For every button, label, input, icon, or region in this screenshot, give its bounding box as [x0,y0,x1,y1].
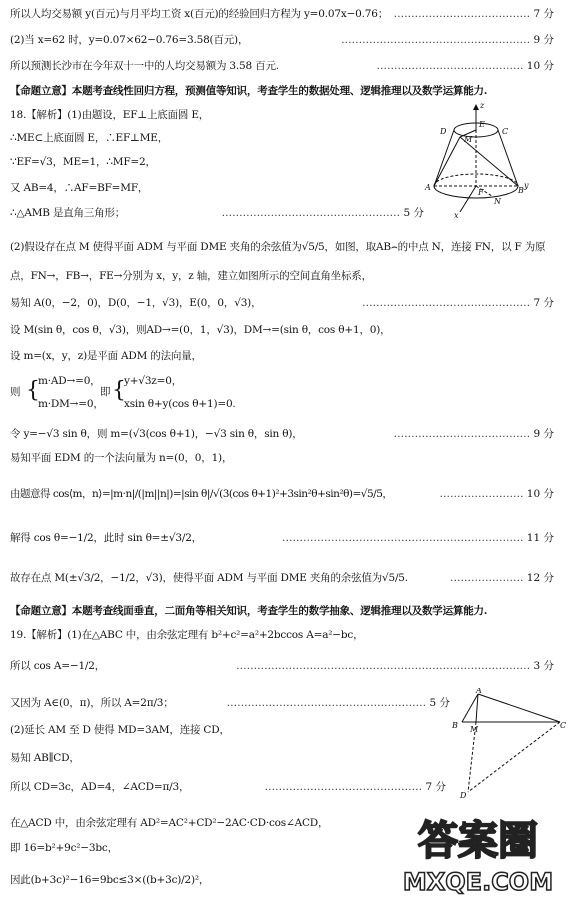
watermark-logo [392,808,564,896]
brace-icon: { [112,378,126,403]
text-line: 所以人均交易额 y(百元)与月平均工资 x(百元)的经验回归方程为 y=0.07x−0.76； [10,8,389,20]
equation-line: m·AD→=0， [38,375,101,387]
fig2-label: A [476,688,482,695]
fig1-label: F [478,188,484,197]
text-line: 18.【解析】(1)由题设，EF⊥上底面圆 E， [10,109,210,121]
fig2-label: B [452,721,458,730]
score-label: ………………………………… 9 分 [393,428,554,440]
equation-line: xsin θ+y(cos θ+1)=0. [124,398,236,410]
text-line: 19.【解析】(1)在△ABC 中，由余弦定理有 b²+c²=a²+2bccos A=a²−bc， [10,629,364,641]
text-line: 所以 cos A=−1/2， [10,660,106,672]
text-line: 在△ACD 中，由余弦定理有 AD²=AC²+CD²−2AC·CD·cos∠ACD， [10,817,329,829]
score-label: …………………………………………… 5 分 [221,207,424,219]
score-label: …………………………………………………………… 11 分 [281,532,554,544]
text-line: 所以预测长沙市在今年双十一中的人均交易额为 3.58 百元. [10,60,279,72]
text-line: (2)当 x=62 时，y=0.07×62−0.76=3.58(百元)， [10,34,249,46]
fig1-label: D [440,127,447,136]
score-label: …………………… 10 分 [439,488,554,500]
text-line: 所以 CD=3c，AD=4，∠ACD=π/3， [10,781,190,793]
text-line: ∵EF=√3，ME=1，∴MF=2， [10,156,156,168]
text-line: 又因为 A∈(0，π)，所以 A=2π/3； [10,697,174,709]
text-line: 点，FN→，FB→，FE→分别为 x，y，z 轴，建立如图所示的空间直角坐标系， [10,270,372,282]
frustum-figure [420,100,532,222]
intent-note: 【命题立意】本题考查线面垂直，二面角等相关知识，考查学生的数学抽象、逻辑推理以及数学运算能力. [10,605,488,617]
text-line: ∴△AMB 是直角三角形； [10,207,126,219]
svg-text:MXQE.COM: MXQE.COM [402,868,554,896]
text-line: 又 AB=4，∴AF=BF=MF， [10,182,149,194]
fig1-label: C [502,127,509,136]
score-label: ………………………………………………………………………… 3 分 [236,660,554,672]
fig1-label: E [479,120,485,129]
svg-text:答案圈: 答案圈 [418,818,538,864]
fig1-label: M [464,135,473,144]
score-label: ………………… 12 分 [449,572,554,584]
fig1-label: z [480,101,485,110]
score-label: ………………………………………………… 5 分 [226,697,450,709]
equation-line: y+√3z=0， [124,375,183,387]
text-line: 由题意得 cos⟨m，n⟩=|m·n|/(|m||n|)=|sin θ|/√(3(cos θ+1)²+3sin²θ+sin²θ)=√5/5， [10,488,393,500]
intent-note: 【命题立意】本题考查线性回归方程，预测值等知识，考查学生的数据处理、逻辑推理以及数学运算能力. [10,85,488,97]
brace-icon: { [26,378,40,403]
text-line: 即 [100,386,111,398]
text-line: 故存在点 M(±√3/2，−1/2，√3)，使得平面 ADM 与平面 DME 夹角的余弦值为√5/5. [10,572,408,584]
text-line: 易知 AB∥CD， [10,752,80,764]
text-line: 设 M(sin θ，cos θ，√3)，则AD→=(0，1，√3)，DM→=(sin θ，cos θ+1，0)， [10,324,391,336]
score-label: ……………………………………… 7 分 [264,781,446,793]
text-line: (2)延长 AM 至 D 使得 MD=3AM，连接 CD， [10,724,230,736]
text-line: 令 y=−√3 sin θ，则 m=(√3(cos θ+1)，−√3 sin θ，sin θ)， [10,428,303,440]
text-line: 因此(b+3c)²−16=9bc≤3×((b+3c)/2)²， [10,874,210,886]
text-line: 即 16=b²+9c²−3bc， [10,842,118,854]
text-line: 解得 cos θ=−1/2，此时 sin θ=±√3/2， [10,532,202,544]
equation-line: m·DM→=0， [38,398,104,410]
fig2-label: D [460,791,467,800]
score-label: …………………………………… 10 分 [376,60,554,72]
score-label: ……………………………………………… 9 分 [341,34,554,46]
fig1-label: A [425,183,431,192]
fig2-label: C [560,721,567,730]
text-line: 易知 A(0，−2，0)，D(0，−1，√3)，E(0，0，√3)， [10,297,262,309]
score-label: ………………………………… 7 分 [393,8,554,20]
text-line: (2)假设存在点 M 使得平面 ADM 与平面 DME 夹角的余弦值为√5/5，如图，取AB⌢的中点 N，连接 FN，以 F 为原 [10,241,546,253]
fig1-label: x [454,211,459,220]
fig2-label: M [470,725,479,734]
fig1-label: N [494,197,501,206]
triangle-figure [448,688,568,800]
score-label: ………………………………………… 7 分 [362,297,554,309]
fig1-label: B [518,186,524,195]
text-line: 则 [10,386,21,398]
text-line: 设 m=(x，y，z)是平面 ADM 的法向量， [10,350,202,362]
text-line: 易知平面 EDM 的一个法向量为 n=(0，0，1)， [10,452,233,464]
fig1-label: y [524,181,529,190]
text-line: ∴ME⊂上底面圆 E，∴EF⊥ME， [10,132,169,144]
